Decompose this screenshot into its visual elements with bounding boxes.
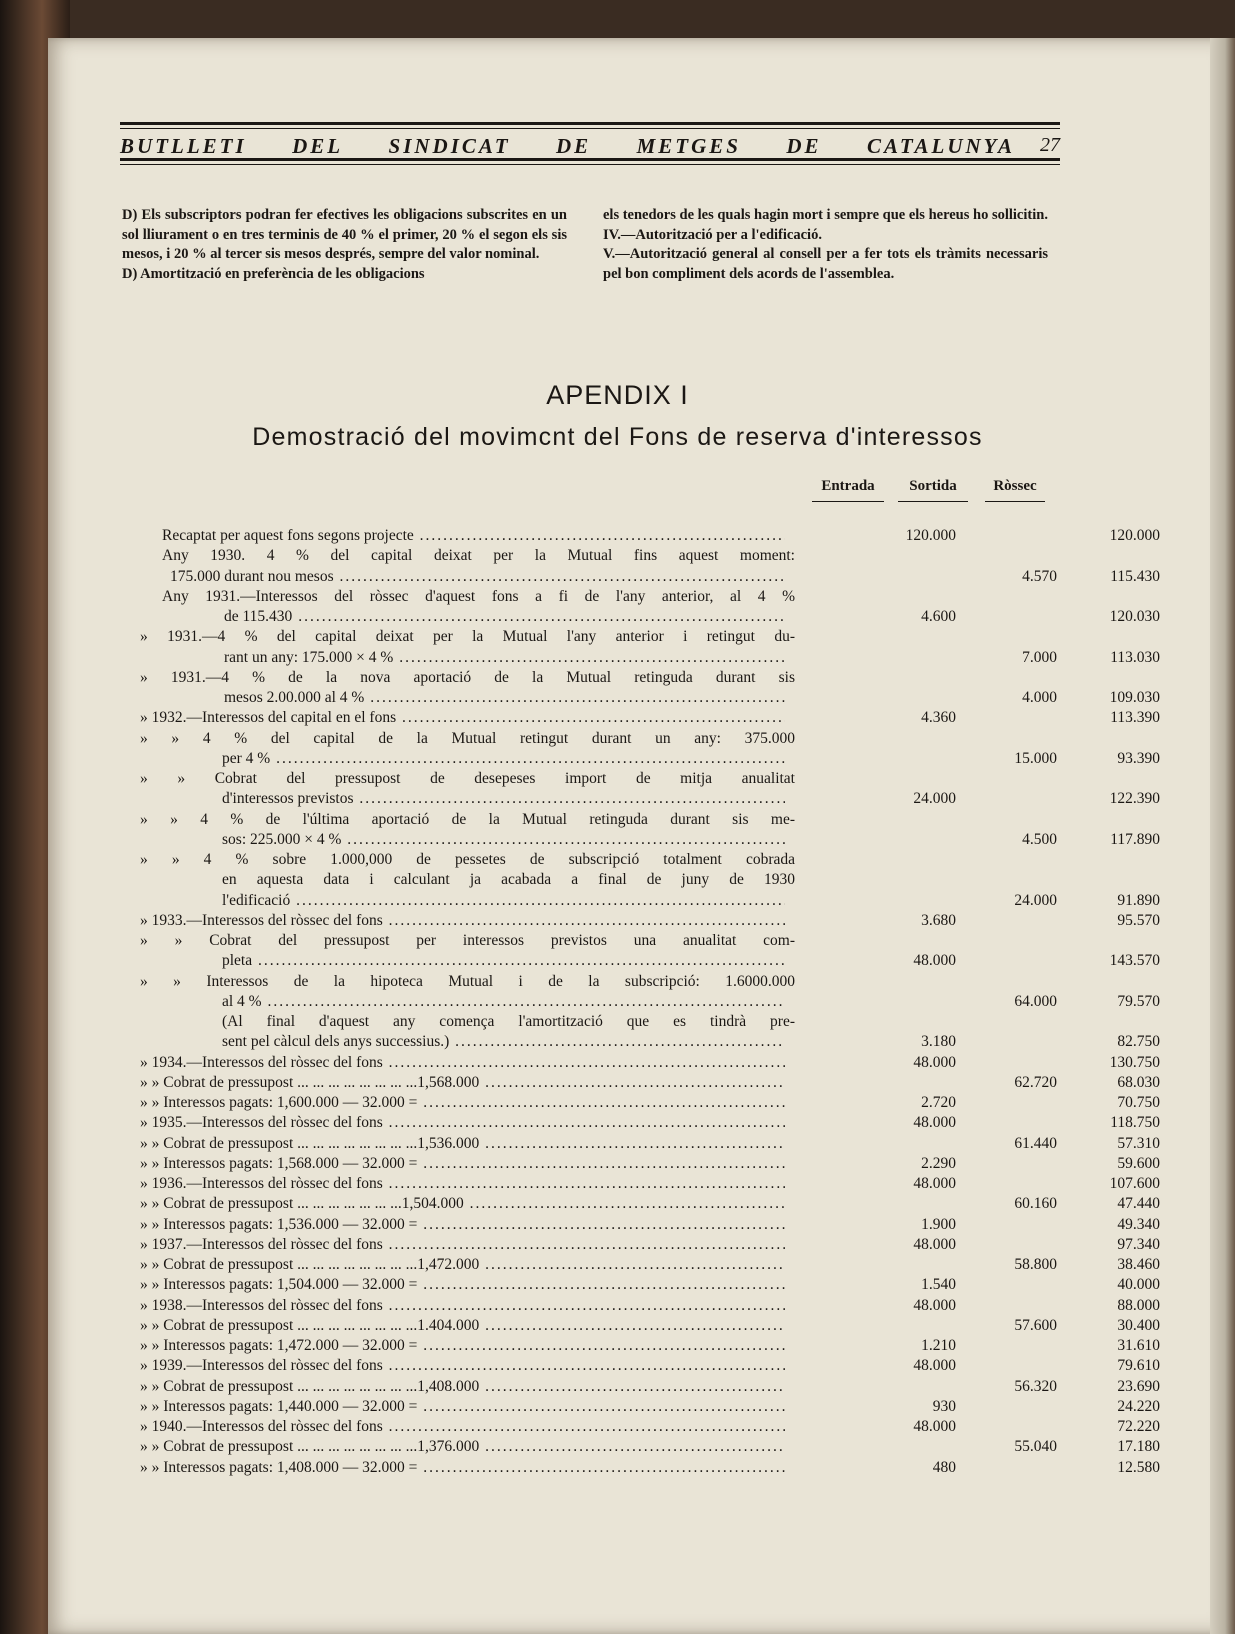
ledger-entrada-value: 3.180: [921, 1033, 956, 1051]
ledger-description: [140, 931, 795, 951]
intro-paragraph: els tenedors de les quals hagin mort i sempre que els hereus ho sollicitin.: [603, 207, 1048, 223]
title-word: DE: [786, 134, 822, 158]
ledger-entrada-value: 1.540: [921, 1276, 956, 1294]
ledger-sortida-value: 62.720: [1014, 1073, 1057, 1091]
ledger-text: Any 1931.—Interessos del ròssec d'aquest fons a fi de l'any anterior, al 4 %: [162, 587, 795, 605]
ledger-entrada-value: 1.900: [921, 1215, 956, 1233]
ledger-description: [162, 546, 795, 566]
ledger-description: [140, 1275, 785, 1295]
ledger-row: [120, 1417, 1160, 1437]
ledger-text: l'edificació .....: [222, 892, 785, 909]
column-header-entrada: Entrada: [812, 478, 884, 502]
ledger-row: [120, 931, 1060, 951]
ledger-row: [120, 688, 1160, 708]
ledger-description: [162, 526, 785, 546]
title-word: BUTLLETI: [120, 134, 247, 158]
ledger-rossec-value: 130.750: [1109, 1053, 1160, 1071]
ledger-rossec-value: 91.890: [1117, 891, 1160, 909]
ledger-description: [140, 1437, 785, 1457]
ledger-text: » 1932.—Interessos del capital en el fons .....: [140, 709, 785, 726]
ledger-rossec-value: 82.750: [1117, 1033, 1160, 1051]
ledger-text: » » Cobrat de pressupost ... ... ... ... ... ... ... ...1,376.000 .....: [140, 1438, 785, 1455]
page-number: 27: [1040, 134, 1060, 156]
ledger-entrada-value: 4.360: [921, 709, 956, 727]
ledger-row: [120, 769, 1060, 789]
ledger-sortida-value: 4.570: [1022, 567, 1057, 585]
ledger-text: sos: 225.000 × 4 % .....: [222, 831, 785, 848]
ledger-rossec-value: 47.440: [1117, 1195, 1160, 1213]
ledger-entrada-value: 4.600: [921, 608, 956, 625]
ledger-rossec-value: 57.310: [1117, 1134, 1160, 1152]
ledger-sortida-value: 55.040: [1014, 1438, 1057, 1456]
ledger-row: [120, 1194, 1160, 1214]
ledger-description: [140, 1235, 785, 1255]
ledger-row: [120, 1296, 1160, 1316]
ledger-description: [224, 648, 785, 668]
title-word: CATALUNYA: [866, 134, 1015, 158]
ledger-sortida-value: 61.440: [1014, 1134, 1057, 1152]
ledger-rossec-value: 72.220: [1117, 1418, 1160, 1435]
ledger-description: [222, 951, 785, 971]
ledger-text: » » Cobrat de pressupost ... ... ... ... ... ... ... ...1,472.000 .....: [140, 1256, 785, 1273]
ledger-rossec-value: 38.460: [1117, 1256, 1160, 1273]
ledger-rossec-value: 120.000: [1109, 527, 1160, 544]
ledger-text: » » 4 % de l'última aportació de la Mutual retinguda durant sis me-: [140, 810, 795, 828]
ledger-description: [162, 587, 795, 607]
ledger-row: [120, 810, 1060, 830]
ledger-text: » » Interessos pagats: 1,408.000 — 32.000 = .....: [140, 1459, 785, 1476]
ledger-sortida-value: 15.000: [1014, 749, 1057, 767]
ledger-rossec-value: 115.430: [1110, 567, 1160, 585]
ledger-description: [222, 891, 785, 911]
ledger-row: [120, 749, 1160, 769]
ledger-row: [120, 1336, 1160, 1356]
ledger-rossec-value: 113.030: [1110, 648, 1160, 666]
ledger-rossec-value: 30.400: [1117, 1316, 1160, 1334]
title-word: DEL: [292, 134, 344, 158]
ledger-entrada-value: 480: [932, 1458, 956, 1476]
ledger-text: » » 4 % del capital de la Mutual retingut durant un any: 375.000: [140, 729, 795, 747]
ledger-row: [120, 1275, 1160, 1295]
ledger-description: [224, 688, 785, 708]
ledger-rossec-value: 79.570: [1117, 992, 1160, 1010]
ledger-description: [140, 1113, 785, 1133]
title-word: DE: [555, 134, 592, 158]
ledger-entrada-value: 48.000: [913, 1235, 956, 1253]
ledger-text: » » Cobrat de pressupost ... ... ... ... ... ... ... ...1,536.000 .....: [140, 1135, 785, 1152]
ledger-text: d'interessos previstos .....: [222, 790, 785, 807]
ledger-rossec-value: 122.390: [1109, 790, 1160, 808]
ledger-text: per 4 % .....: [222, 750, 785, 767]
ledger-row: [120, 1356, 1160, 1376]
ledger-description: [224, 607, 785, 627]
ledger-sortida-value: 58.800: [1014, 1256, 1057, 1273]
intro-paragraph: V.—Autorització general al consell per a fer tots els tràmits necessaris pel bon compliment dels acords de l'assemblea.: [603, 246, 1048, 282]
ledger-row: [120, 1053, 1160, 1073]
intro-paragraph: D) Amortització en preferència de les obligacions: [122, 265, 425, 282]
ledger-entrada-value: 120.000: [905, 527, 956, 544]
ledger-description: [140, 1397, 785, 1417]
ledger-rossec-value: 24.220: [1117, 1397, 1160, 1415]
ledger-description: [140, 1458, 785, 1478]
ledger-row: [120, 1397, 1160, 1417]
ledger-text: » » Cobrat del pressupost per interessos previstos una anualitat com-: [140, 932, 795, 949]
ledger-text: » 1931.—4 % del capital deixat per la Mutual l'any anterior i retingut du-: [140, 628, 795, 646]
ledger-text: » » Interessos pagats: 1,472.000 — 32.000 = .....: [140, 1337, 785, 1354]
ledger-description: [140, 1134, 785, 1154]
ledger-row: [120, 1235, 1160, 1255]
ledger-description: [140, 1377, 785, 1397]
ledger-description: [140, 1215, 785, 1235]
ledger-row: [120, 1316, 1160, 1336]
ledger-text: 175.000 durant nou mesos .....: [170, 568, 785, 585]
ledger-description: [140, 708, 785, 728]
ledger-rossec-value: 97.340: [1117, 1235, 1160, 1253]
ledger-rossec-value: 79.610: [1117, 1357, 1160, 1375]
ledger-text: » » 4 % sobre 1.000,000 de pessetes de subscripció totalment cobrada: [140, 851, 795, 868]
ledger-description: [140, 911, 785, 931]
running-header: [120, 122, 1060, 168]
ledger-rossec-value: 109.030: [1109, 689, 1160, 706]
ledger-rossec-value: 118.750: [1110, 1114, 1160, 1132]
ledger-text: » » Interessos pagats: 1,504.000 — 32.000 = .....: [140, 1276, 785, 1293]
ledger-rossec-value: 68.030: [1117, 1073, 1160, 1091]
ledger-description: [140, 769, 795, 789]
ledger-row: [120, 607, 1160, 627]
intro-right-column: [603, 206, 1048, 284]
ledger-row: [120, 870, 1060, 890]
ledger-row: [120, 1174, 1160, 1194]
ledger-entrada-value: 48.000: [913, 1053, 956, 1071]
header-rule: [120, 122, 1060, 125]
ledger-description: [140, 972, 795, 992]
ledger-entrada-value: 3.680: [921, 911, 956, 929]
ledger-entrada-value: 48.000: [913, 1418, 956, 1435]
ledger-description: [222, 830, 785, 850]
ledger-text: en aquesta data i calculant ja acabada a final de juny de 1930: [222, 871, 795, 889]
ledger-row: [120, 1093, 1160, 1113]
title-word: SINDICAT: [388, 134, 511, 158]
ledger-description: [140, 810, 795, 830]
ledger-text: » 1937.—Interessos del ròssec del fons .....: [140, 1236, 785, 1253]
ledger-entrada-value: 2.720: [921, 1094, 956, 1111]
ledger-rossec-value: 93.390: [1117, 749, 1160, 767]
ledger-text: » » Interessos de la hipoteca Mutual i de la subscripció: 1.6000.000: [140, 972, 795, 990]
ledger-text: Any 1930. 4 % del capital deixat per la Mutual fins aquest moment:: [162, 547, 795, 565]
ledger-row: [120, 546, 1060, 566]
ledger-rossec-value: 117.890: [1110, 830, 1160, 848]
title-word: METGES: [636, 134, 741, 158]
ledger-description: [140, 1316, 785, 1336]
ledger-text: » 1933.—Interessos del ròssec del fons .....: [140, 912, 785, 929]
ledger-entrada-value: 48.000: [913, 952, 956, 970]
column-header-rossec: Ròssec: [985, 478, 1045, 502]
ledger-text: » » Interessos pagats: 1,568.000 — 32.000 = .....: [140, 1155, 785, 1172]
ledger-description: [170, 567, 785, 587]
ledger-rossec-value: 31.610: [1117, 1337, 1160, 1354]
ledger-row: [120, 567, 1160, 587]
ledger-text: de 115.430 .....: [224, 608, 785, 625]
ledger-row: [120, 1012, 1060, 1032]
ledger-text: sent pel càlcul dels anys successius.) .....: [222, 1033, 785, 1050]
ledger-row: [120, 1134, 1160, 1154]
ledger-row: [120, 891, 1160, 911]
ledger-row: [120, 627, 1060, 647]
ledger-row: [120, 1073, 1160, 1093]
ledger-description: [222, 749, 785, 769]
header-rule: [120, 128, 1060, 129]
ledger-text: (Al final d'aquest any comença l'amortització que es tindrà pre-: [222, 1013, 795, 1030]
ledger-row: [120, 587, 1060, 607]
ledger-row: [120, 648, 1160, 668]
ledger-description: [222, 1032, 785, 1052]
ledger-text: » » Interessos pagats: 1,440.000 — 32.000 = .....: [140, 1398, 785, 1415]
ledger-row: [120, 526, 1160, 546]
ledger-row: [120, 708, 1160, 728]
ledger-text: Recaptat per aquest fons segons projecte .....: [162, 527, 785, 544]
ledger-description: [140, 1296, 785, 1316]
ledger-entrada-value: 48.000: [913, 1114, 956, 1132]
ledger-sortida-value: 7.000: [1022, 648, 1057, 666]
ledger-description: [140, 1336, 785, 1356]
ledger-row: [120, 789, 1160, 809]
ledger-description: [222, 992, 785, 1012]
ledger-description: [140, 850, 795, 870]
ledger-rossec-value: 107.600: [1109, 1175, 1160, 1192]
ledger-entrada-value: 48.000: [913, 1296, 956, 1314]
ledger-text: » » Cobrat de pressupost ... ... ... ... ... ... ... ...1,568.000 .....: [140, 1074, 785, 1091]
ledger-row: [120, 1377, 1160, 1397]
ledger-text: » 1939.—Interessos del ròssec del fons .....: [140, 1357, 785, 1374]
ledger-text: » » Interessos pagats: 1,536.000 — 32.000 = .....: [140, 1216, 785, 1233]
ledger-row: [120, 1255, 1160, 1275]
ledger-row: [120, 850, 1060, 870]
ledger-rossec-value: 59.600: [1117, 1154, 1160, 1172]
ledger-text: » » Cobrat de pressupost ... ... ... ... ... ... ...1,504.000 .....: [140, 1195, 785, 1212]
ledger-text: » 1934.—Interessos del ròssec del fons .....: [140, 1054, 785, 1071]
ledger-text: » » Cobrat del pressupost de desepeses import de mitja anualitat: [140, 770, 795, 787]
ledger-text: » » Cobrat de pressupost ... ... ... ... ... ... ... ...1,408.000 .....: [140, 1378, 785, 1395]
ledger-rossec-value: 17.180: [1117, 1438, 1160, 1456]
journal-title: [120, 134, 1015, 159]
ledger-description: [140, 1194, 785, 1214]
ledger-description: [140, 668, 795, 688]
ledger-row: [120, 1032, 1160, 1052]
ledger-description: [222, 870, 795, 890]
intro-paragraph: IV.—Autorització per a l'edificació.: [603, 226, 822, 243]
ledger-entrada-value: 48.000: [913, 1175, 956, 1192]
ledger-text: » » Interessos pagats: 1,600.000 — 32.000 = .....: [140, 1094, 785, 1111]
ledger-text: » » Cobrat de pressupost ... ... ... ... ... ... ... ...1.404.000 .....: [140, 1317, 785, 1334]
ledger-row: [120, 911, 1160, 931]
ledger-description: [140, 1174, 785, 1194]
ledger-description: [222, 1012, 795, 1032]
ledger-description: [140, 627, 795, 647]
intro-left-column: [122, 206, 567, 284]
ledger-text: » 1938.—Interessos del ròssec del fons .....: [140, 1297, 785, 1314]
ledger-row: [120, 1215, 1160, 1235]
ledger-row: [120, 1154, 1160, 1174]
ledger-description: [140, 729, 795, 749]
ledger-entrada-value: 2.290: [921, 1154, 956, 1172]
ledger-text: al 4 % .....: [222, 993, 785, 1010]
ledger-sortida-value: 60.160: [1014, 1195, 1057, 1213]
ledger-rossec-value: 120.030: [1109, 608, 1160, 625]
ledger-rossec-value: 143.570: [1109, 952, 1160, 970]
column-header-sortida: Sortida: [898, 478, 968, 502]
ledger-row: [120, 951, 1160, 971]
ledger-text: » 1931.—4 % de la nova aportació de la Mutual retinguda durant sis: [140, 668, 795, 686]
ledger-rossec-value: 12.580: [1117, 1458, 1160, 1476]
ledger-rossec-value: 49.340: [1117, 1215, 1160, 1233]
ledger-text: rant un any: 175.000 × 4 % .....: [224, 649, 785, 666]
header-rule: [120, 158, 1060, 161]
ledger-sortida-value: 4.000: [1022, 689, 1057, 706]
ledger-sortida-value: 64.000: [1014, 992, 1057, 1010]
ledger-entrada-value: 48.000: [913, 1357, 956, 1375]
page-edge: [1210, 38, 1235, 1634]
ledger-row: [120, 830, 1160, 850]
ledger-row: [120, 729, 1060, 749]
intro-paragraph: D) Els subscriptors podran fer efectives les obligacions subscrites en un sol lliurament o en tres terminis de 40 % el primer, 20 % el segon els sis mesos, i 20 % al tercer sis mesos després, sempre del valor nominal.: [122, 207, 567, 262]
ledger-entrada-value: 1.210: [921, 1337, 956, 1354]
ledger-description: [222, 789, 785, 809]
ledger-description: [140, 1053, 785, 1073]
ledger-description: [140, 1255, 785, 1275]
ledger-row: [120, 668, 1060, 688]
ledger-rossec-value: 70.750: [1117, 1094, 1160, 1111]
ledger-text: pleta .....: [222, 952, 785, 969]
ledger-description: [140, 1417, 785, 1437]
ledger-entrada-value: 930: [932, 1397, 956, 1415]
ledger-row: [120, 1113, 1160, 1133]
ledger-rossec-value: 113.390: [1110, 709, 1160, 727]
ledger-row: [120, 972, 1060, 992]
ledger-description: [140, 1073, 785, 1093]
ledger-sortida-value: 24.000: [1014, 891, 1057, 909]
appendix-subtitle: Demostració del movimcnt del Fons de reserva d'interessos: [252, 423, 983, 451]
ledger-rossec-value: 23.690: [1117, 1377, 1160, 1395]
ledger-entrada-value: 24.000: [913, 790, 956, 808]
ledger-text: » 1940.—Interessos del ròssec del fons .....: [140, 1418, 785, 1435]
ledger-row: [120, 1458, 1160, 1478]
ledger-text: » 1936.—Interessos del ròssec del fons .....: [140, 1175, 785, 1192]
appendix-title: APENDIX I: [546, 380, 689, 410]
ledger-rossec-value: 95.570: [1117, 911, 1160, 929]
header-rule: [120, 164, 1060, 165]
ledger-sortida-value: 56.320: [1014, 1377, 1057, 1395]
ledger-row: [120, 1437, 1160, 1457]
ledger-description: [140, 1093, 785, 1113]
ledger-sortida-value: 57.600: [1014, 1316, 1057, 1334]
ledger-text: » 1935.—Interessos del ròssec del fons .....: [140, 1114, 785, 1131]
ledger-rossec-value: 88.000: [1117, 1296, 1160, 1314]
ledger-description: [140, 1154, 785, 1174]
ledger-sortida-value: 4.500: [1022, 830, 1057, 848]
ledger-text: mesos 2.00.000 al 4 % .....: [224, 689, 785, 706]
ledger-description: [140, 1356, 785, 1376]
ledger-rossec-value: 40.000: [1117, 1276, 1160, 1294]
ledger-row: [120, 992, 1160, 1012]
